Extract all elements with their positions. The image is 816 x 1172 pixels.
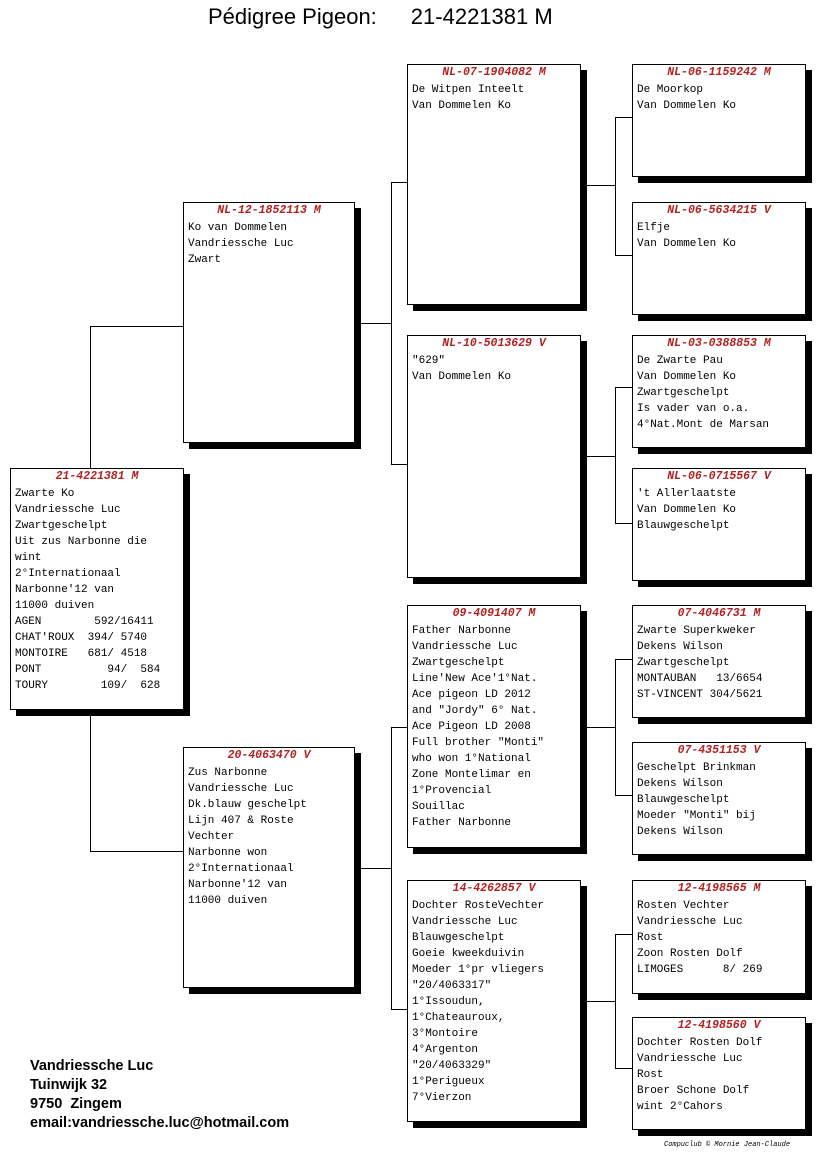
detail-line: Geschelpt Brinkman xyxy=(637,762,756,774)
detail-line: Narbonne won xyxy=(188,847,268,859)
ring-number: 09-4091407 M xyxy=(452,607,536,620)
ring-number: 07-4046731 M xyxy=(677,607,761,620)
connector xyxy=(90,851,184,852)
connector xyxy=(615,795,633,796)
pigeon-details xyxy=(637,486,801,534)
detail-line: 't Allerlaatste xyxy=(637,488,737,500)
detail-line: Rost xyxy=(637,932,664,944)
detail-line: 2°Internationaal xyxy=(15,568,121,580)
detail-line: wint xyxy=(15,552,42,564)
detail-line: De Moorkop xyxy=(637,84,704,96)
detail-line: Vandriessche Luc xyxy=(188,783,294,795)
connector xyxy=(391,464,408,465)
connector xyxy=(391,182,392,464)
detail-line: Zwarte Superkweker xyxy=(637,625,756,637)
detail-line: Souillac xyxy=(412,801,465,813)
connector xyxy=(615,659,616,795)
detail-line: MONTAUBAN 13/6654 xyxy=(637,673,763,685)
detail-line: CHAT'ROUX 394/ 5740 xyxy=(15,632,148,644)
detail-line: Narbonne'12 van xyxy=(15,584,115,596)
detail-line: Zwartgeschelpt xyxy=(637,657,730,669)
detail-line: Narbonne'12 van xyxy=(188,879,288,891)
ring-number: NL-07-1904082 M xyxy=(442,66,546,79)
pigeon-card-sd-sire xyxy=(632,335,806,448)
pigeon-card-ds-dam xyxy=(632,742,806,855)
detail-line: De Zwarte Pau xyxy=(637,355,723,367)
pigeon-card-dam-dam xyxy=(407,880,581,1122)
ring-number: NL-06-0715567 V xyxy=(667,470,771,483)
detail-line: "20/4063329" xyxy=(412,1060,492,1072)
detail-line: 4°Argenton xyxy=(412,1044,479,1056)
pigeon-card-dd-dam xyxy=(632,1017,806,1130)
detail-line: Full brother "Monti" xyxy=(412,737,545,749)
connector xyxy=(615,1068,633,1069)
ring-number: 21-4221381 M xyxy=(55,470,139,483)
connector xyxy=(580,1001,616,1002)
pigeon-card-ss-sire xyxy=(632,64,806,177)
pigeon-card-ss-dam xyxy=(632,202,806,315)
connector xyxy=(90,326,184,327)
detail-line: De Witpen Inteelt xyxy=(412,84,525,96)
detail-line: Van Dommelen Ko xyxy=(637,504,737,516)
ring-number: 12-4198565 M xyxy=(677,882,761,895)
detail-line: 3°Montoire xyxy=(412,1028,479,1040)
detail-line: LIMOGES 8/ 269 xyxy=(637,964,763,976)
pigeon-card-dd-sire xyxy=(632,880,806,994)
owner-street: Tuinwijk 32 xyxy=(30,1077,108,1093)
title-ring-number: 21-4221381 M xyxy=(410,4,553,29)
detail-line: "20/4063317" xyxy=(412,980,492,992)
detail-line: Zwartgeschelpt xyxy=(15,520,108,532)
detail-line: Zwartgeschelpt xyxy=(412,657,505,669)
detail-line: Van Dommelen Ko xyxy=(412,100,512,112)
connector xyxy=(354,323,392,324)
detail-line: Rosten Vechter xyxy=(637,900,730,912)
pigeon-details xyxy=(637,353,801,433)
connector xyxy=(391,182,408,183)
pigeon-card-ds-sire xyxy=(632,605,806,718)
detail-line: Zwarte Ko xyxy=(15,488,75,500)
connector xyxy=(615,659,633,660)
detail-line: Moeder "Monti" bij xyxy=(637,810,756,822)
detail-line: Dochter Rosten Dolf xyxy=(637,1037,763,1049)
software-credit: Compuclub © Mornie Jean-Claude xyxy=(664,1141,791,1149)
pigeon-card-subject xyxy=(10,468,184,710)
pigeon-details xyxy=(637,82,801,114)
page-title xyxy=(208,4,553,30)
detail-line: Broer Schone Dolf xyxy=(637,1085,750,1097)
detail-line: MONTOIRE 681/ 4518 xyxy=(15,648,148,660)
detail-line: Elfje xyxy=(637,222,671,234)
detail-line: Goeie kweekduivin xyxy=(412,948,525,960)
detail-line: 7°Vierzon xyxy=(412,1092,472,1104)
detail-line: Blauwgeschelpt xyxy=(412,932,505,944)
pigeon-details xyxy=(637,898,801,978)
detail-line: Lijn 407 & Roste xyxy=(188,815,294,827)
detail-line: PONT 94/ 584 xyxy=(15,664,161,676)
pigeon-card-sd-dam xyxy=(632,468,806,581)
detail-line: AGEN 592/16411 xyxy=(15,616,154,628)
detail-line: 1°Issoudun, xyxy=(412,996,485,1008)
detail-line: Zoon Rosten Dolf xyxy=(637,948,743,960)
connector xyxy=(615,117,633,118)
connector xyxy=(615,117,616,255)
connector xyxy=(580,727,616,728)
connector xyxy=(615,387,633,388)
ring-number: 14-4262857 V xyxy=(452,882,536,895)
detail-line: Vandriessche Luc xyxy=(412,641,518,653)
pigeon-details xyxy=(412,353,576,385)
connector xyxy=(615,934,616,1068)
detail-line: Dekens Wilson xyxy=(637,826,723,838)
connector xyxy=(580,185,616,186)
detail-line: Van Dommelen Ko xyxy=(412,371,512,383)
ring-number: 20-4063470 V xyxy=(227,749,311,762)
detail-line: Zus Narbonne xyxy=(188,767,268,779)
detail-line: Uit zus Narbonne die xyxy=(15,536,148,548)
connector xyxy=(615,255,633,256)
connector xyxy=(90,326,91,469)
detail-line: Vandriessche Luc xyxy=(637,916,743,928)
connector xyxy=(391,727,392,1009)
detail-line: 1°Provencial xyxy=(412,785,492,797)
detail-line: Is vader van o.a. xyxy=(637,403,750,415)
detail-line: who won 1°National xyxy=(412,753,531,765)
title-label: Pédigree Pigeon: xyxy=(208,4,377,29)
ring-number: NL-12-1852113 M xyxy=(217,204,321,217)
detail-line: 11000 duiven xyxy=(15,600,95,612)
detail-line: 1°Perigueux xyxy=(412,1076,485,1088)
detail-line: Vandriessche Luc xyxy=(15,504,121,516)
pigeon-details xyxy=(637,220,801,252)
detail-line: Moeder 1°pr vliegers xyxy=(412,964,545,976)
connector xyxy=(580,456,616,457)
detail-line: wint 2°Cahors xyxy=(637,1101,723,1113)
detail-line: Dk.blauw geschelpt xyxy=(188,799,307,811)
detail-line: Vechter xyxy=(188,831,235,843)
detail-line: 2°Internationaal xyxy=(188,863,294,875)
pigeon-details xyxy=(188,220,350,268)
pigeon-details xyxy=(15,486,179,694)
pigeon-details xyxy=(412,898,576,1106)
pigeon-card-sire-dam xyxy=(407,335,581,578)
detail-line: Ace Pigeon LD 2008 xyxy=(412,721,531,733)
ring-number: NL-06-5634215 V xyxy=(667,204,771,217)
detail-line: 11000 duiven xyxy=(188,895,268,907)
detail-line: Zwart xyxy=(188,254,222,266)
detail-line: Ko van Dommelen xyxy=(188,222,288,234)
detail-line: Father Narbonne xyxy=(412,625,512,637)
detail-line: Line'New Ace'1°Nat. xyxy=(412,673,538,685)
detail-line: Dekens Wilson xyxy=(637,641,723,653)
pigeon-details xyxy=(412,623,576,831)
detail-line: Zone Montelimar en xyxy=(412,769,531,781)
detail-line: Vandriessche Luc xyxy=(188,238,294,250)
detail-line: Van Dommelen Ko xyxy=(637,371,737,383)
pigeon-card-dam xyxy=(183,747,355,988)
pigeon-details xyxy=(637,760,801,840)
owner-email: email:vandriessche.luc@hotmail.com xyxy=(30,1115,290,1131)
detail-line: Father Narbonne xyxy=(412,817,512,829)
connector xyxy=(615,934,633,935)
detail-line: Blauwgeschelpt xyxy=(637,520,730,532)
detail-line: Dekens Wilson xyxy=(637,778,723,790)
pigeon-card-sire xyxy=(183,202,355,443)
detail-line: "629" xyxy=(412,355,446,367)
owner-block xyxy=(30,1057,289,1133)
detail-line: Van Dommelen Ko xyxy=(637,100,737,112)
owner-city: 9750 Zingem xyxy=(30,1096,122,1112)
pigeon-details xyxy=(637,623,801,703)
ring-number: NL-10-5013629 V xyxy=(442,337,546,350)
detail-line: 1°Chateauroux, xyxy=(412,1012,505,1024)
ring-number: NL-06-1159242 M xyxy=(667,66,771,79)
detail-line: Zwartgeschelpt xyxy=(637,387,730,399)
detail-line: Ace pigeon LD 2012 xyxy=(412,689,531,701)
connector xyxy=(90,709,91,851)
pigeon-card-sire-sire xyxy=(407,64,581,305)
pigeon-card-dam-sire xyxy=(407,605,581,848)
detail-line: Van Dommelen Ko xyxy=(637,238,737,250)
detail-line: Vandriessche Luc xyxy=(412,916,518,928)
connector xyxy=(354,868,392,869)
detail-line: and "Jordy" 6° Nat. xyxy=(412,705,538,717)
detail-line: Dochter RosteVechter xyxy=(412,900,545,912)
detail-line: ST-VINCENT 304/5621 xyxy=(637,689,763,701)
detail-line: Blauwgeschelpt xyxy=(637,794,730,806)
pigeon-details xyxy=(188,765,350,909)
ring-number: NL-03-0388853 M xyxy=(667,337,771,350)
connector xyxy=(615,523,633,524)
detail-line: 4°Nat.Mont de Marsan xyxy=(637,419,770,431)
detail-line: TOURY 109/ 628 xyxy=(15,680,161,692)
connector xyxy=(391,1009,408,1010)
connector xyxy=(615,387,616,523)
detail-line: Rost xyxy=(637,1069,664,1081)
ring-number: 12-4198560 V xyxy=(677,1019,761,1032)
ring-number: 07-4351153 V xyxy=(677,744,761,757)
pigeon-details xyxy=(412,82,576,114)
pigeon-details xyxy=(637,1035,801,1115)
connector xyxy=(391,727,408,728)
owner-name: Vandriessche Luc xyxy=(30,1058,154,1074)
detail-line: Vandriessche Luc xyxy=(637,1053,743,1065)
